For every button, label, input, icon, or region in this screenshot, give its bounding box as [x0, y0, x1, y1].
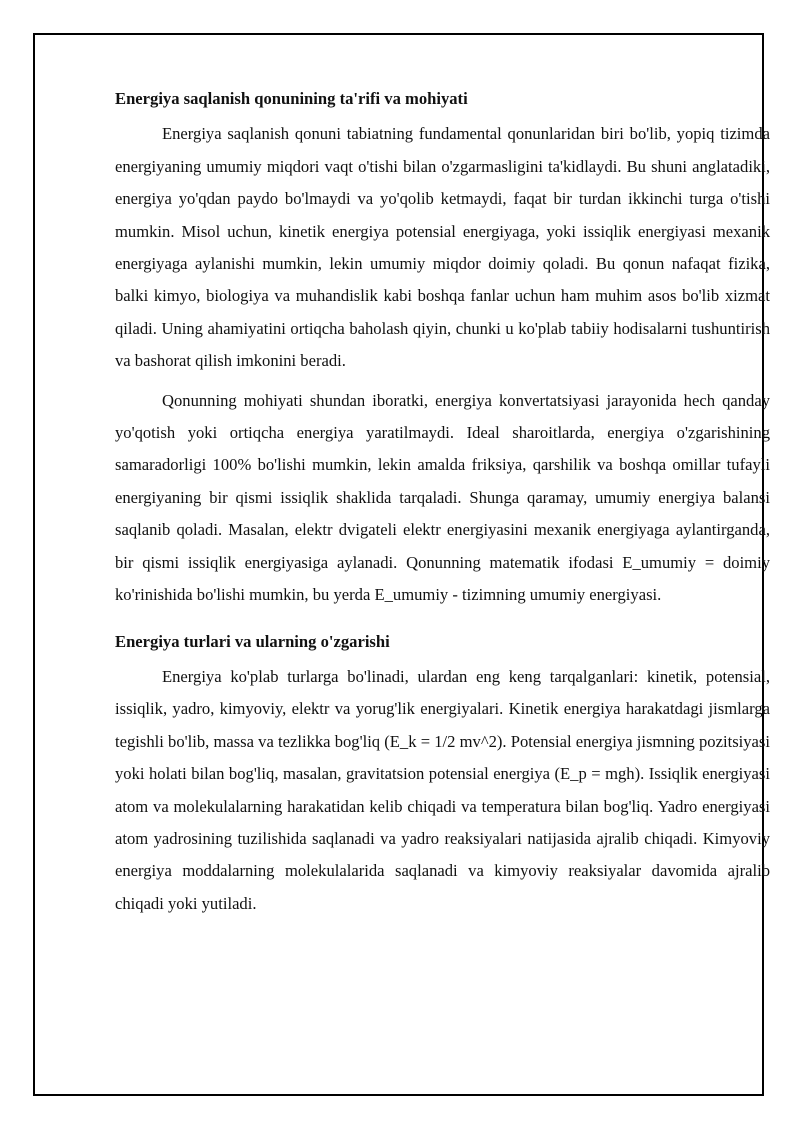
document-body — [115, 83, 770, 920]
paragraph-definition: Energiya saqlanish qonuni tabiatning fundamental qonunlaridan biri bo'lib, yopiq tizimda energiyaning umumiy miqdori vaqt o'tishi bilan o'zgarmasligini ta'kidlaydi. Bu shuni anglatadiki, energiya yo'qdan paydo bo'lmaydi va yo'qolib ketmaydi, faqat bir turdan ikkinchi turga o'tishi mumkin. Misol uchun, kinetik energiya potensial energiyaga, yoki issiqlik energiyasi mexanik energiyaga aylanishi mumkin, lekin umumiy miqdor doimiy qoladi. Bu qonun nafaqat fizika, balki kimyo, biologiya va muhandislik kabi boshqa fanlar uchun ham muhim asos bo'lib xizmat qiladi. Uning ahamiyatini ortiqcha baholash qiyin, chunki u ko'plab tabiiy hodisalarni tushuntirish va bashorat qilish imkonini beradi. — [115, 124, 770, 371]
section-heading-energy-conservation: Energiya saqlanish qonunining ta'rifi va mohiyati — [115, 89, 468, 108]
paragraph-energy-types: Energiya ko'plab turlarga bo'linadi, ulardan eng keng tarqalganlari: kinetik, potensial, issiqlik, yadro, kimyoviy, elektr va yorug'lik energiyalari. Kinetik energiya harakatdagi jismlarga tegishli bo'lib, massa va tezlikka bog'liq (E_k = 1/2 mv^2). Potensial energiya jismning pozitsiyasi yoki holati bilan bog'liq, masalan, gravitatsion potensial energiya (E_p = mgh). Issiqlik energiyasi atom va molekulalarning harakatidan kelib chiqadi va temperatura bilan bog'liq. Yadro energiyasi atom yadrosining tuzilishida saqlanadi va yadro reaksiyalari natijasida ajralib chiqadi. Kimyoviy energiya moddalarning molekulalarida saqlanadi va kimyoviy reaksiyalar davomida ajralib chiqadi yoki yutiladi. — [115, 666, 770, 913]
paragraph-essence: Qonunning mohiyati shundan iboratki, energiya konvertatsiyasi jarayonida hech qanday yo'qotish yoki ortiqcha energiya yaratilmaydi. Ideal sharoitlarda, energiya o'zgarishining samaradorligi 100% bo'lishi mumkin, lekin amalda friksiya, qarshilik va boshqa omillar tufayli energiyaning bir qismi issiqlik shaklida tarqaladi. Shunga qaramay, umumiy energiya balansi saqlanib qoladi. Masalan, elektr dvigateli elektr energiyasini mexanik energiyaga aylantirganda, bir qismi issiqlik energiyasiga aylanadi. Qonunning matematik ifodasi E_umumiy = doimiy ko'rinishida bo'lishi mumkin, bu yerda E_umumiy - tizimning umumiy energiyasi. — [115, 390, 770, 605]
section-heading-energy-types: Energiya turlari va ularning o'zgarishi — [115, 631, 390, 651]
